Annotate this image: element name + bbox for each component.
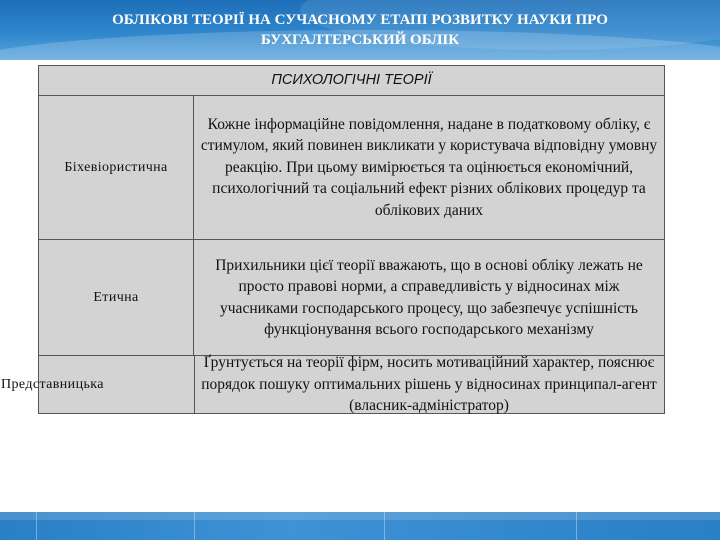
footer-segment [576,512,577,540]
slide-header [0,0,720,60]
theories-table [1,65,665,415]
slide-title-line-1: ОБЛІКОВІ ТЕОРІЇ НА СУЧАСНОМУ ЕТАПІ РОЗВИТКУ НАУКИ ПРО [112,12,608,28]
theory-description: Ґрунтується на теорії фірм, носить мотиваційний характер, пояснює порядок пошуку оптимальних рішень у відносинах принципал-агент (власник-адміністратор) [201,354,657,415]
theory-name: Етична [39,240,194,355]
theory-description: Прихильники цієї теорії вважають, що в основі обліку лежать не просто правові норми, а справедливість у відносинах між учасниками господарського процесу, що забезпечує успішність функціонування всього господарського механізму [215,256,643,338]
table-row [1,354,664,415]
slide-footer [0,512,720,540]
table-row [39,96,664,240]
footer-highlight [0,512,720,520]
footer-segment [384,512,385,540]
footer-segment [194,512,195,540]
table-row [39,240,664,356]
footer-segment [36,512,37,540]
theory-description: Кожне інформаційне повідомлення, надане в податковому обліку, є стимулом, який повинен викликати у користувача відповідну умовну реакцію. При цьому вимірюється та оцінюється економічний, психологічний та соціальний ефект різних облікових процедур та облікових даних [200,115,658,219]
theory-name: Біхевіористична [39,96,194,239]
slide-title [40,10,680,50]
theory-name: Представницька [1,376,104,392]
table-header: ПСИХОЛОГІЧНІ ТЕОРІЇ [39,66,664,96]
slide-title-line-2: БУХГАЛТЕРСЬКИЙ ОБЛІК [260,32,460,48]
